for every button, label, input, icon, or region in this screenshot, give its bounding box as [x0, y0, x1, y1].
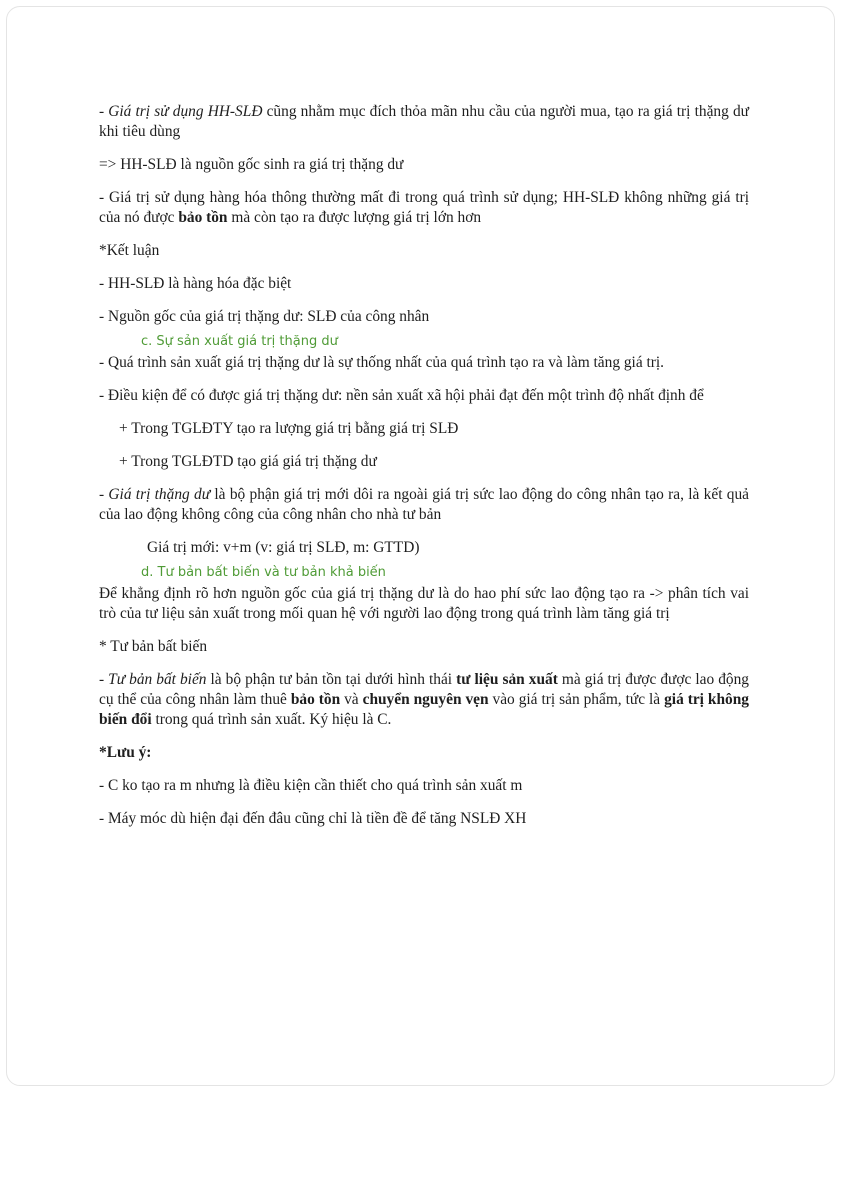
paragraph: *Kết luận: [99, 242, 160, 259]
paragraph: - Máy móc dù hiện đại đến đâu cũng chỉ là tiền đề để tăng NSLĐ XH: [99, 810, 527, 827]
document-page: [6, 6, 835, 1086]
document-body: [99, 102, 749, 842]
bold-term: chuyển nguyên vẹn: [362, 691, 489, 708]
paragraph: Giá trị mới: v+m (v: giá trị SLĐ, m: GTTD): [147, 539, 420, 556]
bold-term: giá trị không biến đổi: [99, 691, 749, 728]
italic-term: - Tư bản bất biến: [99, 671, 207, 688]
paragraph: - HH-SLĐ là hàng hóa đặc biệt: [99, 275, 292, 292]
paragraph: - Nguồn gốc của giá trị thặng dư: SLĐ của công nhân: [99, 308, 430, 325]
bold-term: bảo tồn: [290, 691, 341, 708]
paragraph: - Điều kiện để có được giá trị thặng dư: nền sản xuất xã hội phải đạt đến một trình độ nhất định để: [99, 387, 704, 404]
paragraph: - Quá trình sản xuất giá trị thặng dư là sự thống nhất của quá trình tạo ra và làm tăng giá trị.: [99, 354, 665, 371]
paragraph: + Trong TGLĐTD tạo giá giá trị thặng dư: [119, 453, 377, 470]
paragraph: [99, 743, 749, 763]
paragraph: Để khẳng định rõ hơn nguồn gốc của giá trị thặng dư là do hao phí sức lao động tạo ra -> phân tích vai trò của tư liệu sản xuất trong mối quan hệ với người lao động trong quá trình làm tăng giá trị: [99, 585, 749, 622]
paragraph: - C ko tạo ra m nhưng là điều kiện cần thiết cho quá trình sản xuất m: [99, 777, 523, 794]
paragraph: - Giá trị thặng dư là bộ phận giá trị mới dôi ra ngoài giá trị sức lao động do công nhân tạo ra, là kết quả của lao động không công của công nhân cho nhà tư bản: [99, 486, 749, 523]
paragraph: + Trong TGLĐTY tạo ra lượng giá trị bằng giá trị SLĐ: [119, 420, 459, 437]
paragraph: - Tư bản bất biến là bộ phận tư bản tồn tại dưới hình thái tư liệu sản xuất mà giá trị được được lao động cụ thể của công nhân làm thuê bảo tồn và chuyển nguyên vẹn vào giá trị sản phẩm, tức là giá trị không biến đổi trong quá trình sản xuất. Ký hiệu là C.: [99, 671, 749, 728]
paragraph: - Giá trị sử dụng hàng hóa thông thường mất đi trong quá trình sử dụng; HH-SLĐ không những giá trị của nó được bảo tồn mà còn tạo ra được lượng giá trị lớn hơn: [99, 189, 749, 226]
note-label: *Lưu ý:: [99, 744, 152, 761]
italic-term: - Giá trị thặng dư: [99, 486, 211, 503]
bold-term: bảo tồn: [178, 209, 228, 226]
section-heading-d: d. Tư bản bất biến và tư bản khả biến: [141, 565, 386, 580]
paragraph: - Giá trị sử dụng HH-SLĐ cũng nhằm mục đích thỏa mãn nhu cầu của người mua, tạo ra giá trị thặng dư khi tiêu dùng: [99, 103, 749, 140]
paragraph: * Tư bản bất biến: [99, 638, 208, 655]
bold-term: tư liệu sản xuất: [456, 671, 558, 688]
italic-term: - Giá trị sử dụng HH-SLĐ: [99, 103, 263, 120]
paragraph: => HH-SLĐ là nguồn gốc sinh ra giá trị thặng dư: [99, 156, 404, 173]
section-heading-c: c. Sự sản xuất giá trị thặng dư: [141, 334, 338, 349]
